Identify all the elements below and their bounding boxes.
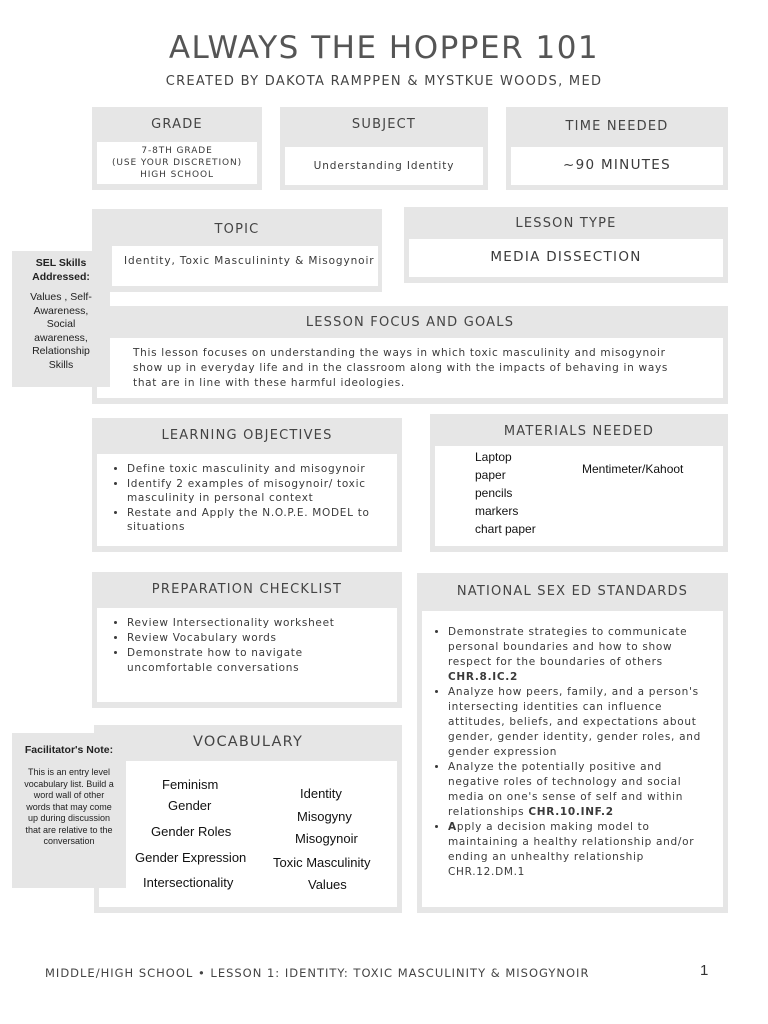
prep-list-box — [97, 608, 397, 702]
objective-item: • Define toxic masculinity and misogynoir — [127, 462, 389, 477]
objectives-list-box — [97, 454, 397, 546]
objectives-list — [111, 462, 389, 535]
objectives-section — [92, 418, 402, 552]
footer-text: MIDDLE/HIGH SCHOOL • LESSON 1: IDENTITY: TOXIC MASCULINITY & MISOGYNOIR — [45, 966, 590, 980]
vocab-word: Misogyny — [297, 809, 352, 824]
standards-list-box — [422, 611, 723, 907]
material-item: chart paper — [475, 522, 536, 536]
prep-item: • Demonstrate how to navigate uncomfortable conversations — [127, 646, 389, 676]
vocab-word: Toxic Masculinity — [273, 855, 371, 870]
vocab-word: Intersectionality — [143, 875, 234, 890]
subject-header: SUBJECT — [351, 117, 417, 132]
grade-line: HIGH SCHOOL — [140, 170, 214, 180]
vocab-word: Gender — [168, 798, 212, 813]
objective-item: • Identify 2 examples of misogynoir/ toxic masculinity in personal context — [127, 477, 389, 506]
subject-value: Understanding Identity — [285, 147, 483, 185]
materials-section — [430, 414, 728, 552]
vocabulary-box — [99, 761, 397, 907]
standard-item — [448, 685, 715, 760]
topic-section — [92, 209, 382, 292]
standard-item — [448, 760, 715, 820]
subject-section — [280, 107, 488, 190]
prep-header: PREPARATION CHECKLIST — [151, 582, 343, 597]
vocab-word: Identity — [300, 786, 342, 801]
standard-code: CHR.12.DM.1 — [448, 866, 526, 878]
focus-header: LESSON FOCUS AND GOALS — [305, 315, 515, 330]
material-item: paper — [475, 468, 506, 482]
grade-value — [97, 142, 257, 184]
standards-header: NATIONAL SEX ED STANDARDS — [456, 584, 689, 599]
grade-header: GRADE — [151, 117, 203, 132]
materials-col2 — [582, 460, 683, 478]
page-title: ALWAYS THE HOPPER 101 — [168, 30, 600, 66]
standard-code: CHR.10.INF.2 — [528, 806, 614, 818]
material-item: markers — [475, 504, 519, 518]
materials-col1 — [475, 448, 536, 538]
time-header: TIME NEEDED — [565, 119, 669, 134]
vocab-word: Misogynoir — [295, 831, 358, 846]
sel-title: SEL Skills Addressed: — [32, 257, 90, 283]
vocabulary-section — [94, 725, 402, 913]
materials-list-box — [435, 446, 723, 546]
standard-item — [448, 820, 715, 880]
time-value: ~90 MINUTES — [511, 147, 723, 185]
standard-text: Analyze how peers, family, and a person's intersecting identities can influence attitudes, beliefs, and expectations about gender, gender identity, gender roles, and gender expression — [448, 686, 701, 758]
grade-line: (USE YOUR DISCRETION) — [111, 158, 243, 168]
material-item: Laptop — [475, 450, 512, 464]
lesson-type-value: MEDIA DISSECTION — [409, 239, 723, 277]
standard-text: Analyze the potentially positive and negative roles of technology and social media on one's sense of self and within relationships — [448, 761, 684, 818]
standard-text: pply a decision making model to maintaining a healthy relationship and/or ending an unhealthy relationship — [448, 821, 695, 863]
prep-item: • Review Vocabulary words — [127, 631, 389, 646]
focus-text: This lesson focuses on understanding the ways in which toxic masculinity and misogynoir show up in everyday life and in the classroom along with the impacts of behaving in ways that are in line with these harmful ideologies. — [133, 347, 669, 389]
lesson-type-header: LESSON TYPE — [515, 216, 617, 231]
objective-item: • Restate and Apply the N.O.P.E. MODEL to situations — [127, 506, 389, 535]
material-item: pencils — [475, 486, 513, 500]
facilitator-title: Facilitator's Note: — [24, 744, 114, 756]
vocab-word: Values — [308, 877, 347, 892]
sel-skills-note — [12, 251, 110, 387]
objectives-header: LEARNING OBJECTIVES — [161, 428, 333, 443]
vocab-word: Gender Expression — [135, 850, 247, 865]
focus-body — [97, 338, 723, 398]
standards-list — [432, 625, 715, 880]
standards-section — [417, 573, 728, 913]
standard-item — [448, 625, 715, 685]
prep-item: • Review Intersectionality worksheet — [127, 616, 389, 631]
facilitator-note — [12, 733, 126, 888]
grade-line: 7-8TH GRADE — [141, 146, 213, 156]
prep-list — [111, 616, 389, 676]
grade-section — [92, 107, 262, 190]
standard-lead: A — [448, 821, 457, 833]
vocabulary-header: VOCABULARY — [192, 734, 304, 750]
lesson-type-section — [404, 207, 728, 283]
topic-value: Identity, Toxic Masculininty & Misogynoir — [112, 246, 378, 286]
vocab-word: Gender Roles — [151, 824, 232, 839]
focus-section — [92, 306, 728, 404]
prep-section — [92, 572, 402, 708]
time-section — [506, 107, 728, 190]
materials-header: MATERIALS NEEDED — [503, 424, 655, 439]
sel-body: Values , Self-Awareness, Social awareness, Relationship Skills — [30, 291, 92, 371]
facilitator-body: This is an entry level vocabulary list. Build a word wall of other words that may come up during discussion that are relative to the conversation — [24, 767, 114, 846]
vocab-word: Feminism — [162, 777, 219, 792]
page-subtitle: CREATED BY DAKOTA RAMPPEN & MYSTKUE WOODS, MED — [165, 74, 603, 89]
standard-code: CHR.8.IC.2 — [448, 671, 518, 683]
topic-header: TOPIC — [214, 222, 260, 237]
standard-text: Demonstrate strategies to communicate personal boundaries and how to show respect for the boundaries of others — [448, 626, 688, 668]
page-number: 1 — [700, 962, 709, 979]
material-item: Mentimeter/Kahoot — [582, 462, 684, 476]
